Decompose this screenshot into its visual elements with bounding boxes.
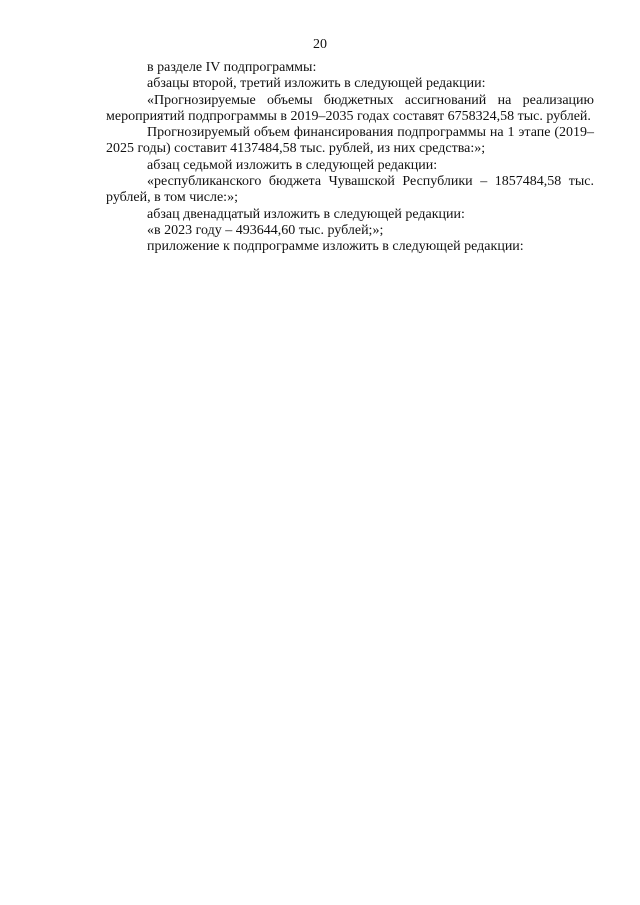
- paragraph-second-third: абзацы второй, третий изложить в следующей редакции:: [147, 76, 486, 92]
- paragraph-section-iv: в разделе IV подпрограммы:: [147, 60, 317, 75]
- paragraph-stage-one-funding: Прогнозируемый объем финансирования подпрограммы на 1 этапе (2019–2025 годы) составит 4137484,58 тыс. рублей, из них средства:»;: [106, 125, 594, 157]
- document-body: [106, 60, 594, 256]
- paragraph-republican-budget: «республиканского бюджета Чувашской Республики – 1857484,58 тыс. рублей, в том числе:»;: [106, 174, 594, 206]
- paragraph-year-2023: «в 2023 году – 493644,60 тыс. рублей;»;: [147, 222, 384, 238]
- page-number: 20: [313, 37, 327, 52]
- paragraph-twelfth: абзац двенадцатый изложить в следующей редакции:: [147, 206, 465, 222]
- paragraph-seventh: абзац седьмой изложить в следующей редакции:: [147, 157, 438, 173]
- paragraph-forecast-volumes: «Прогнозируемые объемы бюджетных ассигнований на реализацию мероприятий подпрограммы в 2019–2035 годах составят 6758324,58 тыс. рублей.: [106, 92, 594, 124]
- paragraph-appendix: приложение к подпрограмме изложить в следующей редакции:: [147, 239, 524, 255]
